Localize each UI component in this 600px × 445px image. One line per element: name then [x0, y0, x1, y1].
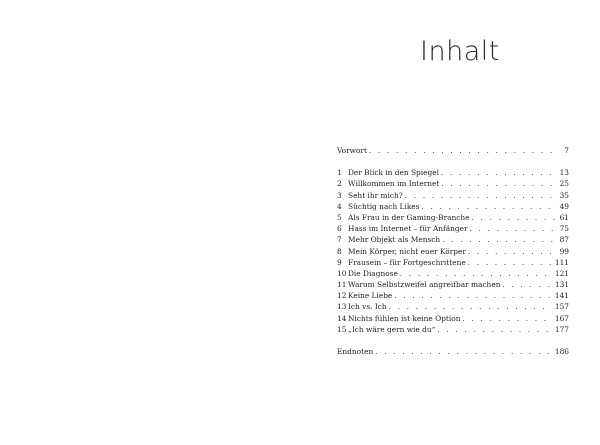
- toc-entry-chapter-4[interactable]: [337, 201, 569, 212]
- toc-entry-label: „Ich wäre gern wie du“: [348, 324, 436, 334]
- toc-entry-chapter-8[interactable]: [337, 246, 569, 257]
- toc-entry-page: 75: [559, 224, 569, 234]
- toc-entry-chapter-12[interactable]: [337, 290, 569, 301]
- page-title: Inhalt: [420, 36, 500, 67]
- dot-leader: [375, 347, 552, 358]
- toc-entry-page: 186: [554, 347, 569, 356]
- dot-leader: [441, 168, 557, 179]
- toc-entry-chapter-3[interactable]: [337, 190, 569, 201]
- dot-leader: [472, 213, 557, 224]
- toc-entry-page: 49: [559, 201, 569, 211]
- toc-entry-label: Nichts fühlen ist keine Option: [348, 313, 461, 323]
- toc-entry-chapter-15[interactable]: [337, 324, 569, 335]
- dot-leader: [502, 280, 551, 291]
- chapter-number: 13: [337, 302, 347, 312]
- toc-entry-page: 141: [554, 291, 569, 301]
- toc-entry-page: 121: [554, 268, 569, 278]
- toc-entry-label: Hass im Internet – für Anfänger: [348, 224, 468, 234]
- toc-entry-page: 99: [559, 246, 569, 256]
- chapter-number: 12: [337, 291, 347, 301]
- toc-gap: [337, 335, 569, 346]
- toc-entry-label: Frausein – für Fortgeschrittene: [348, 257, 466, 267]
- chapter-number: 11: [337, 280, 347, 290]
- toc-entry-label: Willkommen im Internet: [348, 179, 440, 189]
- dot-leader: [405, 191, 557, 202]
- toc-gap: [337, 156, 569, 167]
- toc-entry-label: Ich vs. Ich: [348, 302, 387, 312]
- toc-entry-foreword[interactable]: [337, 145, 569, 156]
- toc-entry-label: Süchtig nach Likes: [348, 201, 420, 211]
- chapter-number: 7: [337, 235, 342, 245]
- toc-entry-page: 7: [564, 146, 569, 155]
- dot-leader: [394, 291, 552, 302]
- toc-entry-label: Seht ihr mich?: [348, 190, 403, 200]
- chapter-number: 1: [337, 168, 342, 178]
- toc-entry-label: Der Blick in den Spiegel: [348, 168, 439, 178]
- dot-leader: [468, 258, 552, 269]
- toc-entry-page: 25: [559, 179, 569, 189]
- table-of-contents: [337, 145, 569, 357]
- toc-entry-chapter-5[interactable]: [337, 212, 569, 223]
- toc-entry-label: Warum Selbstzweifel angreifbar machen: [348, 280, 501, 290]
- toc-entry-page: 167: [554, 313, 569, 323]
- toc-entry-page: 87: [559, 235, 569, 245]
- toc-entry-page: 131: [554, 280, 569, 290]
- dot-leader: [462, 314, 551, 325]
- toc-entry-page: 61: [559, 212, 569, 222]
- chapter-number: 4: [337, 201, 342, 211]
- toc-entry-label: Mehr Objekt als Mensch: [348, 235, 441, 245]
- toc-entry-page: 177: [554, 324, 569, 334]
- toc-entry-page: 157: [554, 302, 569, 312]
- toc-entry-label: Keine Liebe: [348, 291, 393, 301]
- toc-entry-label: Endnoten: [337, 347, 374, 356]
- toc-entry-page: 111: [554, 257, 569, 267]
- chapter-number: 15: [337, 324, 347, 334]
- chapter-number: 10: [337, 268, 347, 278]
- toc-entry-chapter-13[interactable]: [337, 301, 569, 312]
- toc-entry-page: 13: [559, 168, 569, 178]
- toc-entry-endnotes[interactable]: [337, 346, 569, 357]
- chapter-number: 9: [337, 257, 342, 267]
- dot-leader: [470, 224, 557, 235]
- dot-leader: [437, 325, 551, 336]
- chapter-number: 8: [337, 246, 342, 256]
- dot-leader: [369, 146, 558, 157]
- toc-entry-label: Als Frau in der Gaming-Branche: [348, 212, 470, 222]
- toc-entry-page: 35: [559, 190, 569, 200]
- chapter-number: 5: [337, 212, 342, 222]
- chapter-number: 6: [337, 224, 342, 234]
- toc-entry-chapter-6[interactable]: [337, 223, 569, 234]
- toc-entry-chapter-7[interactable]: [337, 234, 569, 245]
- chapter-number: 14: [337, 313, 347, 323]
- toc-entry-label: Vorwort: [337, 146, 367, 155]
- dot-leader: [441, 179, 556, 190]
- toc-entry-chapter-10[interactable]: [337, 268, 569, 279]
- toc-entry-chapter-9[interactable]: [337, 257, 569, 268]
- toc-entry-chapter-1[interactable]: [337, 167, 569, 178]
- chapter-number: 3: [337, 190, 342, 200]
- toc-entry-chapter-14[interactable]: [337, 313, 569, 324]
- dot-leader: [468, 247, 557, 258]
- toc-entry-chapter-11[interactable]: [337, 279, 569, 290]
- toc-entry-label: Mein Körper, nicht euer Körper: [348, 246, 466, 256]
- toc-entry-chapter-2[interactable]: [337, 178, 569, 189]
- toc-entry-label: Die Diagnose: [348, 268, 398, 278]
- chapter-number: 2: [337, 179, 342, 189]
